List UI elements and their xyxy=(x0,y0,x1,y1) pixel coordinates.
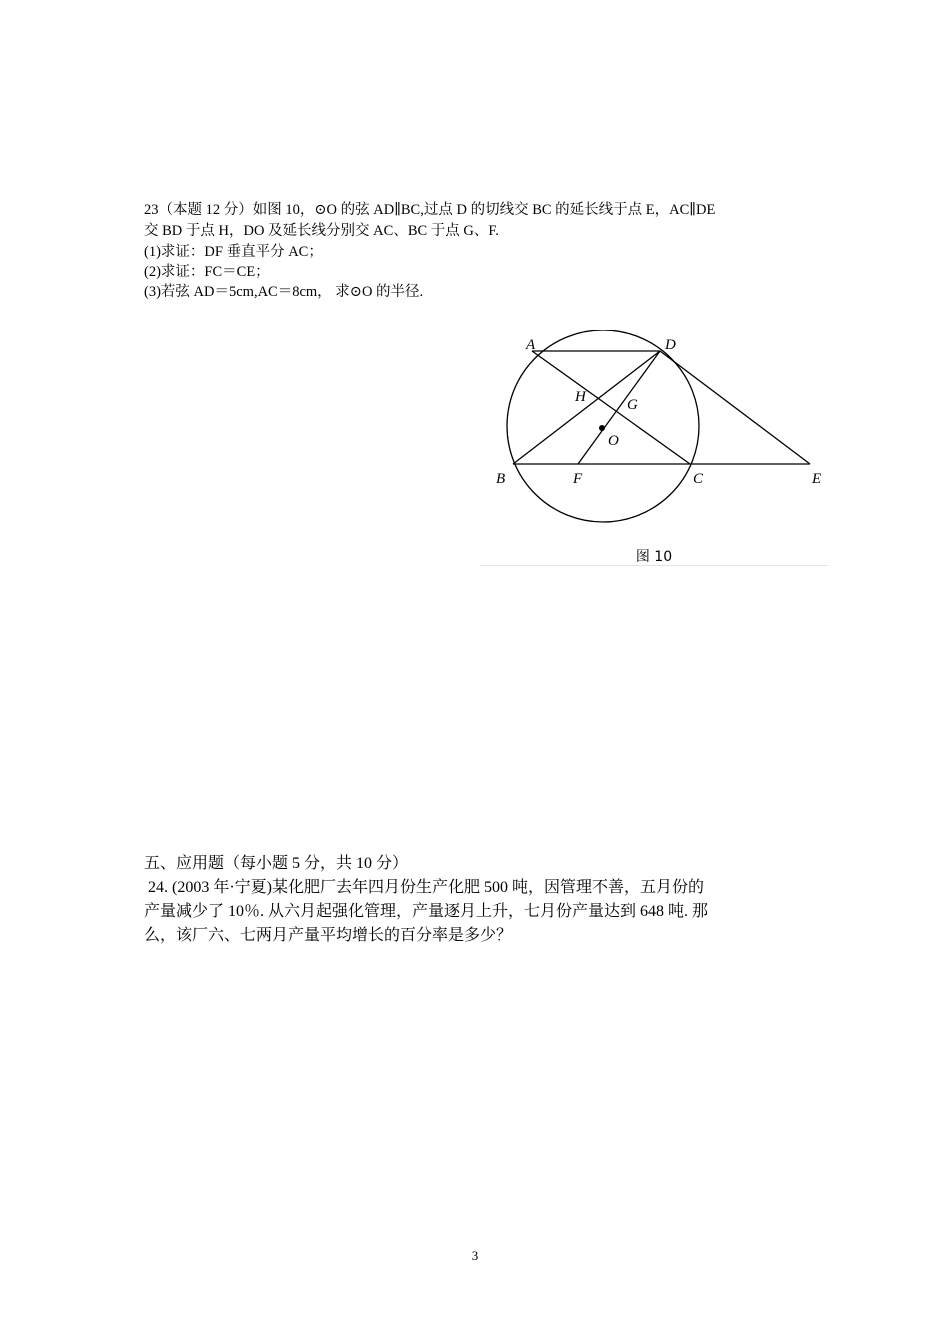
section-5-application xyxy=(144,852,814,948)
section-5-heading: 五、应用题（每小题 5 分，共 10 分） xyxy=(144,855,409,872)
segment-de-tangent xyxy=(660,351,810,464)
label-a: A xyxy=(526,337,536,353)
label-f: F xyxy=(573,471,583,487)
q23-part-1: (1)求证：DF 垂直平分 AC； xyxy=(144,244,323,260)
label-h: H xyxy=(575,389,586,405)
label-c: C xyxy=(693,471,704,487)
q23-part-2: (2)求证：FC＝CE； xyxy=(144,264,270,280)
q23-stem-line-2: 交 BD 于点 H，DO 及延长线分别交 AC、BC 于点 G、F. xyxy=(144,223,499,239)
figure-diagram xyxy=(480,330,828,540)
q24-line-2: 产量减少了 10％. 从六月起强化管理，产量逐月上升，七月份产量达到 648 吨. 那 xyxy=(144,903,709,920)
geometry-figure-10 xyxy=(480,330,828,570)
segment-df xyxy=(578,351,660,464)
label-g: G xyxy=(627,397,638,413)
q24-line-1: 24. (2003 年·宁夏)某化肥厂去年四月份生产化肥 500 吨，因管理不善，五月份的 xyxy=(144,879,704,896)
question-23 xyxy=(144,200,814,302)
label-o: O xyxy=(608,433,619,449)
q23-stem-line-1: 23（本题 12 分）如图 10，⊙O 的弦 AD∥BC,过点 D 的切线交 BC 的延长线于点 E，AC∥DE xyxy=(144,202,716,218)
figure-caption: 图 10 xyxy=(635,549,673,565)
figure-bottom-rule xyxy=(480,565,828,566)
q23-part-3: (3)若弦 AD＝5cm,AC＝8cm， 求⊙O 的半径. xyxy=(144,284,424,300)
center-point-o xyxy=(599,425,605,431)
segment-bd xyxy=(513,351,660,464)
label-e: E xyxy=(812,471,822,487)
page-number: 3 xyxy=(471,1248,479,1263)
label-d: D xyxy=(665,337,676,353)
q24-line-3: 么，该厂六、七两月产量平均增长的百分率是多少？ xyxy=(144,927,513,944)
label-b: B xyxy=(496,471,506,487)
